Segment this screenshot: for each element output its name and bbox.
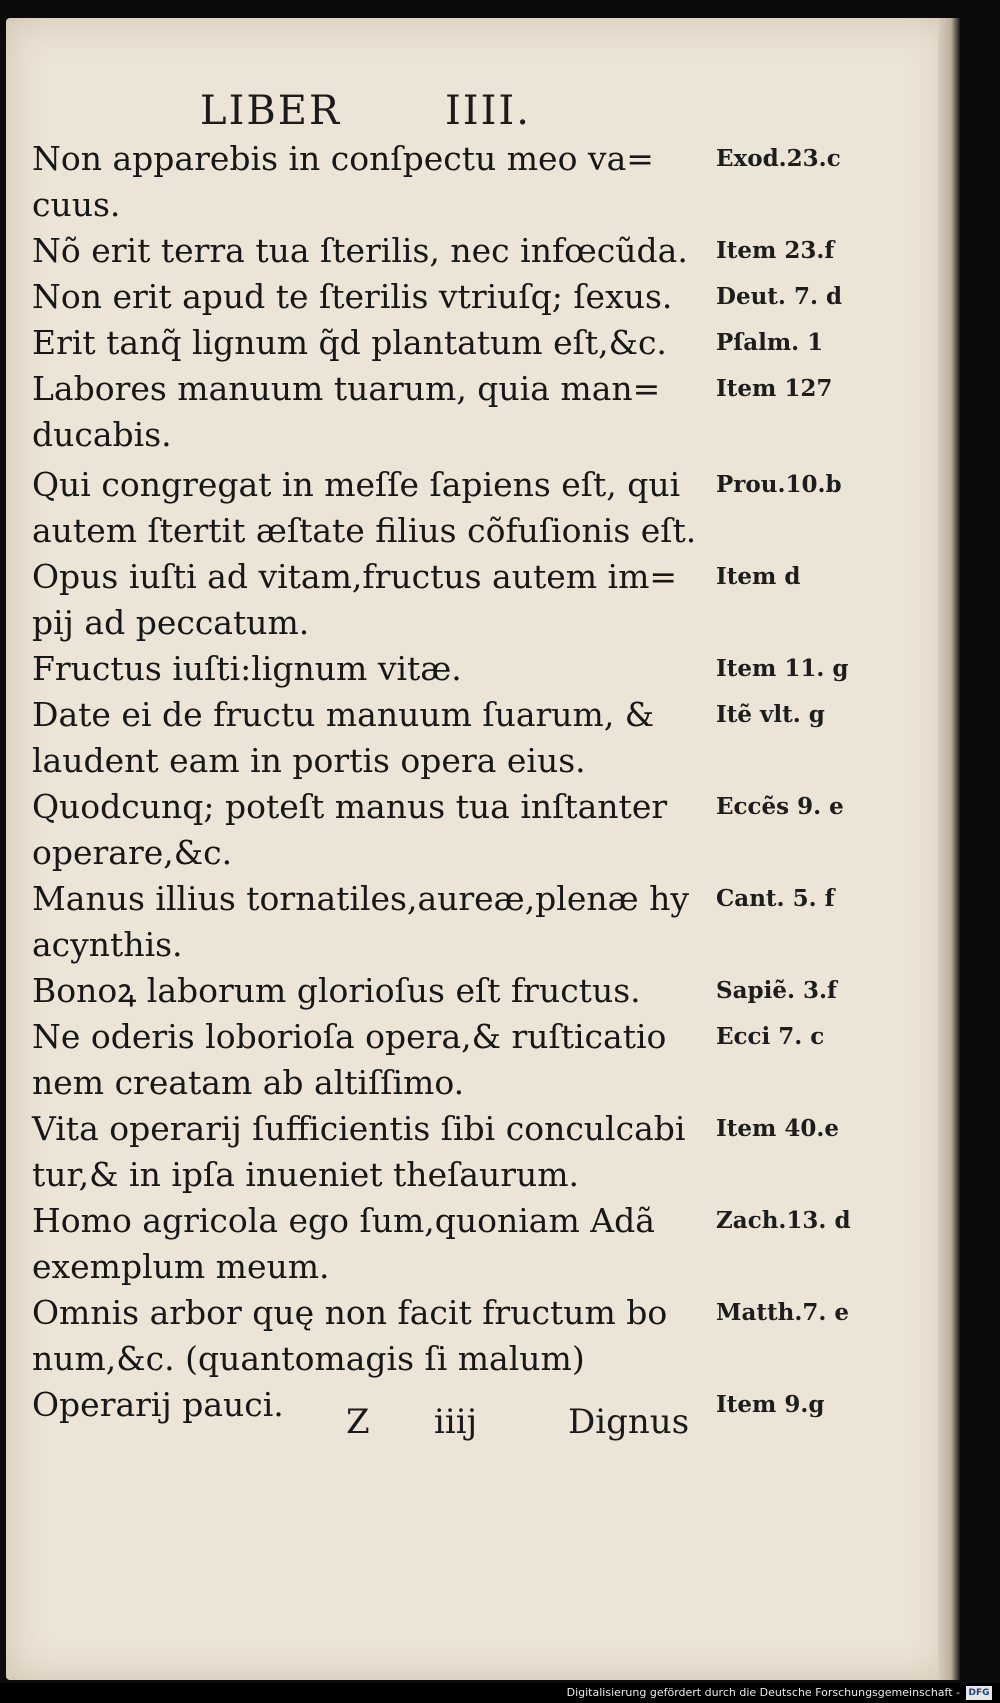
text-line — [32, 1014, 912, 1060]
line-text: Omnis arbor quę non facit fructum bo — [32, 1293, 668, 1332]
line-text: Non apparebis in conſpectu meo va= — [32, 139, 654, 178]
marginal-reference: Deut. 7. d — [716, 283, 843, 310]
dfg-logo: DFG — [966, 1686, 992, 1700]
line-text: Ne oderis loborioſa opera,& ruſticatio — [32, 1017, 667, 1056]
text-line — [32, 968, 912, 1014]
text-line — [32, 366, 912, 412]
line-text: exemplum meum. — [32, 1247, 330, 1286]
header-book-number: IIII. — [445, 88, 531, 134]
line-text: Operarij pauci. — [32, 1385, 284, 1424]
line-text: acynthis. — [32, 925, 183, 964]
line-text: cuus. — [32, 185, 121, 224]
line-text: Date ei de fructu manuum ſuarum, & — [32, 695, 655, 734]
text-line — [32, 1290, 912, 1336]
line-text: Vita operarij ſufficientis ſibi conculcabi — [32, 1109, 686, 1148]
line-text: Nõ erit terra tua ſterilis, nec infœcũda. — [32, 231, 688, 270]
text-line — [32, 274, 912, 320]
running-header — [200, 88, 760, 132]
line-text: nem creatam ab altiſſimo. — [32, 1063, 465, 1102]
text-line — [32, 1244, 912, 1290]
text-line — [32, 554, 912, 600]
digitization-credit: Digitalisierung gefördert durch die Deutsche Forschungsgemeinschaft - — [566, 1686, 960, 1699]
marginal-reference: Cant. 5. f — [716, 885, 835, 912]
line-text: Quodcunq; poteſt manus tua inſtanter — [32, 787, 668, 826]
marginal-reference: Item 127 — [716, 375, 833, 402]
line-text: Homo agricola ego ſum,quoniam Adã — [32, 1201, 655, 1240]
line-text: pij ad peccatum. — [32, 603, 310, 642]
text-line — [32, 136, 912, 182]
marginal-reference: Zach.13. d — [716, 1207, 851, 1234]
line-text: Opus iuſti ad vitam,fructus autem im= — [32, 557, 678, 596]
marginal-reference: Item 11. g — [716, 655, 849, 682]
page-edge — [938, 18, 960, 1680]
header-title: LIBER — [200, 88, 342, 134]
text-line — [32, 738, 912, 784]
line-text: operare,&c. — [32, 833, 233, 872]
text-line — [32, 182, 912, 228]
line-text: Bonoꝝ laborum glorioſus eſt fructus. — [32, 971, 641, 1010]
line-text: Non erit apud te ſterilis vtriuſq; ſexus. — [32, 277, 673, 316]
text-line — [32, 922, 912, 968]
text-line — [32, 646, 912, 692]
line-text: Labores manuum tuarum, quia man= — [32, 369, 661, 408]
marginal-reference: Sapiẽ. 3.f — [716, 977, 837, 1004]
marginal-reference: Item 23.f — [716, 237, 835, 264]
line-text: autem ſtertit æſtate filius cõfuſionis eſt. — [32, 511, 697, 550]
marginal-reference: Prou.10.b — [716, 471, 842, 498]
text-line — [32, 784, 912, 830]
marginal-reference: Pſalm. 1 — [716, 329, 824, 356]
marginal-reference: Exod.23.c — [716, 145, 841, 172]
marginal-reference: Itẽ vlt. g — [716, 701, 825, 728]
marginal-reference: Item 40.e — [716, 1115, 840, 1142]
marginal-reference: Item d — [716, 563, 801, 590]
line-text: Fructus iuſti:lignum vitæ. — [32, 649, 462, 688]
text-line — [32, 1336, 912, 1382]
text-line — [32, 320, 912, 366]
folio-number: iiij — [434, 1402, 478, 1442]
page-footer — [346, 1402, 746, 1452]
line-text: laudent eam in portis opera eius. — [32, 741, 586, 780]
line-text: Erit tanq̃ lignum q̃d plantatum eſt,&c. — [32, 323, 667, 362]
text-line — [32, 508, 912, 554]
text-line — [32, 228, 912, 274]
text-line — [32, 1106, 912, 1152]
line-text: num,&c. (quantomagis ſi malum) — [32, 1339, 585, 1378]
line-text: ducabis. — [32, 415, 172, 454]
text-line — [32, 1060, 912, 1106]
marginal-reference: Item 9.g — [716, 1391, 825, 1418]
text-line — [32, 692, 912, 738]
text-line — [32, 462, 912, 508]
marginal-reference: Eccẽs 9. e — [716, 793, 844, 820]
line-text: tur,& in ipſa inueniet theſaurum. — [32, 1155, 580, 1194]
line-text: Qui congregat in meſſe ſapiens eſt, qui — [32, 465, 681, 504]
line-text: Manus illius tornatiles,aureæ,plenæ hy — [32, 879, 690, 918]
text-line — [32, 1198, 912, 1244]
text-line — [32, 830, 912, 876]
marginal-reference: Ecci 7. c — [716, 1023, 825, 1050]
catchword: Dignus — [568, 1402, 690, 1442]
marginal-reference: Matth.7. e — [716, 1299, 849, 1326]
text-line — [32, 412, 912, 458]
text-line — [32, 1152, 912, 1198]
signature-mark: Z — [346, 1402, 370, 1442]
text-line — [32, 876, 912, 922]
text-line — [32, 600, 912, 646]
